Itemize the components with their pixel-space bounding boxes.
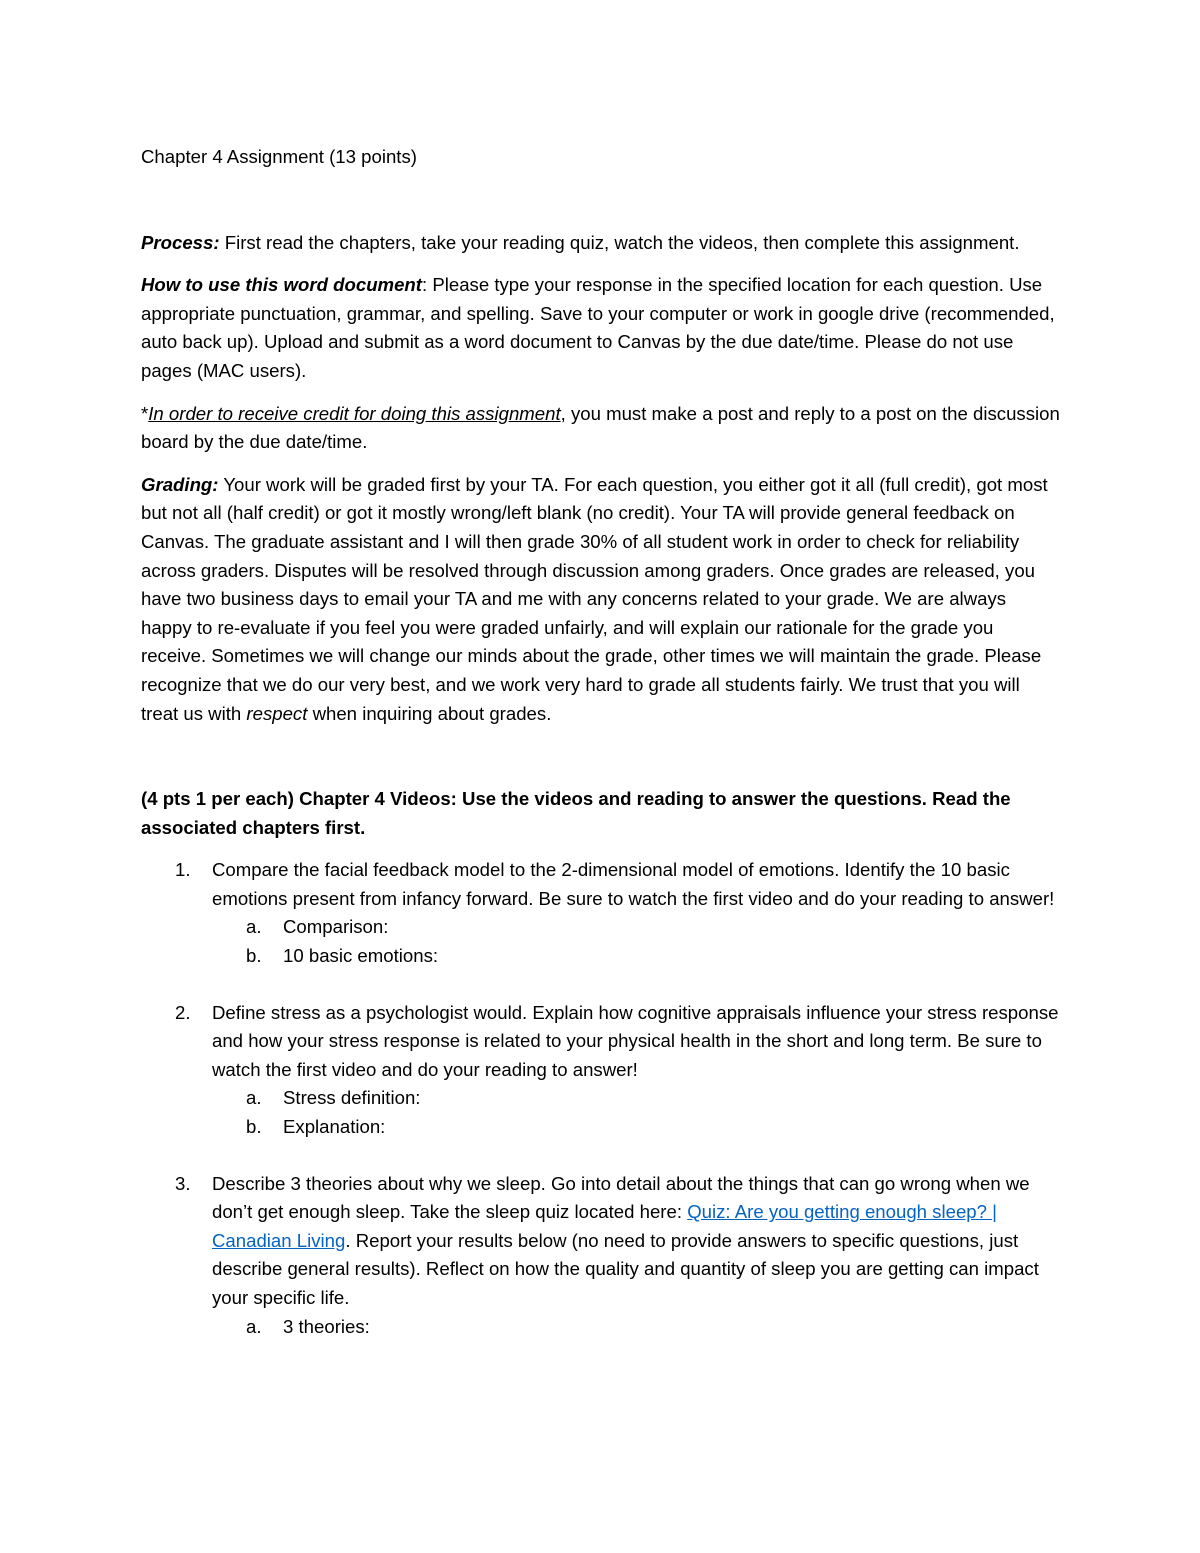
question-text: Compare the facial feedback model to the 2-dimensional model of emotions. Identify the 10 basic emotions present from infancy forward. Be sure to watch the first video and do your reading to answer!	[212, 859, 1055, 909]
question-number: 2.	[175, 1001, 191, 1023]
document-title: Chapter 4 Assignment (13 points)	[141, 146, 417, 167]
how-to-paragraph	[141, 271, 1060, 385]
grading-emphasis: respect	[246, 702, 308, 724]
subitem	[246, 942, 1060, 971]
subitem-list	[212, 913, 1060, 970]
how-to-text: : Please type your response in the specified location for each question. Use appropriate punctuation, grammar, and spelling. Save to your computer or work in google drive (recommended, auto back up). Upload and submit as a word document to Canvas by the due date/time. Please do not use pages (MAC users).	[141, 274, 1055, 381]
subitem	[246, 1313, 1060, 1342]
credit-star: *	[141, 402, 149, 424]
process-paragraph	[141, 229, 1060, 258]
question-text-after: . Report your results below (no need to provide answers to specific questions, just describe general results). Reflect on how the quality and quantity of sleep you are getting can impact your specific life.	[212, 1229, 1039, 1308]
subitem-letter: a.	[246, 1315, 262, 1337]
subitem	[246, 913, 1060, 942]
question-1	[175, 856, 1060, 970]
sleep-quiz-link[interactable]: Quiz: Are you getting enough sleep? | Canadian Living	[212, 1201, 997, 1251]
subitem-list	[212, 1313, 1060, 1342]
subitem-list	[212, 1084, 1060, 1141]
question-3	[175, 1170, 1060, 1342]
grading-paragraph	[141, 471, 1060, 728]
how-to-label: How to use this word document	[141, 274, 422, 296]
question-number: 1.	[175, 859, 191, 881]
subitem-text: Comparison:	[283, 916, 389, 938]
question-text: Define stress as a psychologist would. Explain how cognitive appraisals influence your stress response and how your stress response is related to your physical health in the short and long term. Be sure to watch the first video and do your reading to answer!	[212, 1001, 1059, 1080]
grading-label: Grading:	[141, 473, 219, 495]
subitem	[246, 1113, 1060, 1142]
credit-text: , you must make a post and reply to a post on the discussion board by the due date/time.	[141, 402, 1060, 453]
subitem-letter: a.	[246, 1087, 262, 1109]
subitem-text: Explanation:	[283, 1116, 386, 1138]
grading-text-after: when inquiring about grades.	[307, 702, 552, 724]
subitem-text: 3 theories:	[283, 1315, 370, 1337]
subitem-letter: b.	[246, 945, 262, 967]
subitem-text: Stress definition:	[283, 1087, 421, 1109]
question-number: 3.	[175, 1172, 191, 1194]
process-label: Process:	[141, 231, 220, 253]
subitem-letter: b.	[246, 1116, 262, 1138]
process-text: First read the chapters, take your reading quiz, watch the videos, then complete this assignment.	[219, 231, 1020, 253]
credit-paragraph	[141, 400, 1060, 457]
subitem-letter: a.	[246, 916, 262, 938]
question-list	[141, 856, 1060, 1341]
question-2	[175, 999, 1060, 1142]
subitem	[246, 1084, 1060, 1113]
section-heading: (4 pts 1 per each) Chapter 4 Videos: Use the videos and reading to answer the questions. Read the associated chapters first.	[141, 788, 1011, 838]
credit-underlined: In order to receive credit for doing this assignment	[148, 402, 561, 424]
subitem-text: 10 basic emotions:	[283, 945, 439, 967]
grading-text-before: Your work will be graded first by your TA. For each question, you either got it all (full credit), got most but not all (half credit) or got it mostly wrong/left blank (no credit). Your TA will provide general feedback on Canvas. The graduate assistant and I will then grade 30% of all student work in order to check for reliability across graders. Disputes will be resolved through discussion among graders. Once grades are released, you have two business days to email your TA and me with any concerns related to your grade. We are always happy to re-evaluate if you feel you were graded unfairly, and will explain our rationale for the grade you receive. Sometimes we will change our minds about the grade, other times we will maintain the grade. Please recognize that we do our very best, and we work very hard to grade all students fairly. We trust that you will treat us with	[141, 473, 1048, 724]
question-text-before: Describe 3 theories about why we sleep. Go into detail about the things that can go wrong when we don’t get enough sleep. Take the sleep quiz located here:	[212, 1172, 1030, 1223]
